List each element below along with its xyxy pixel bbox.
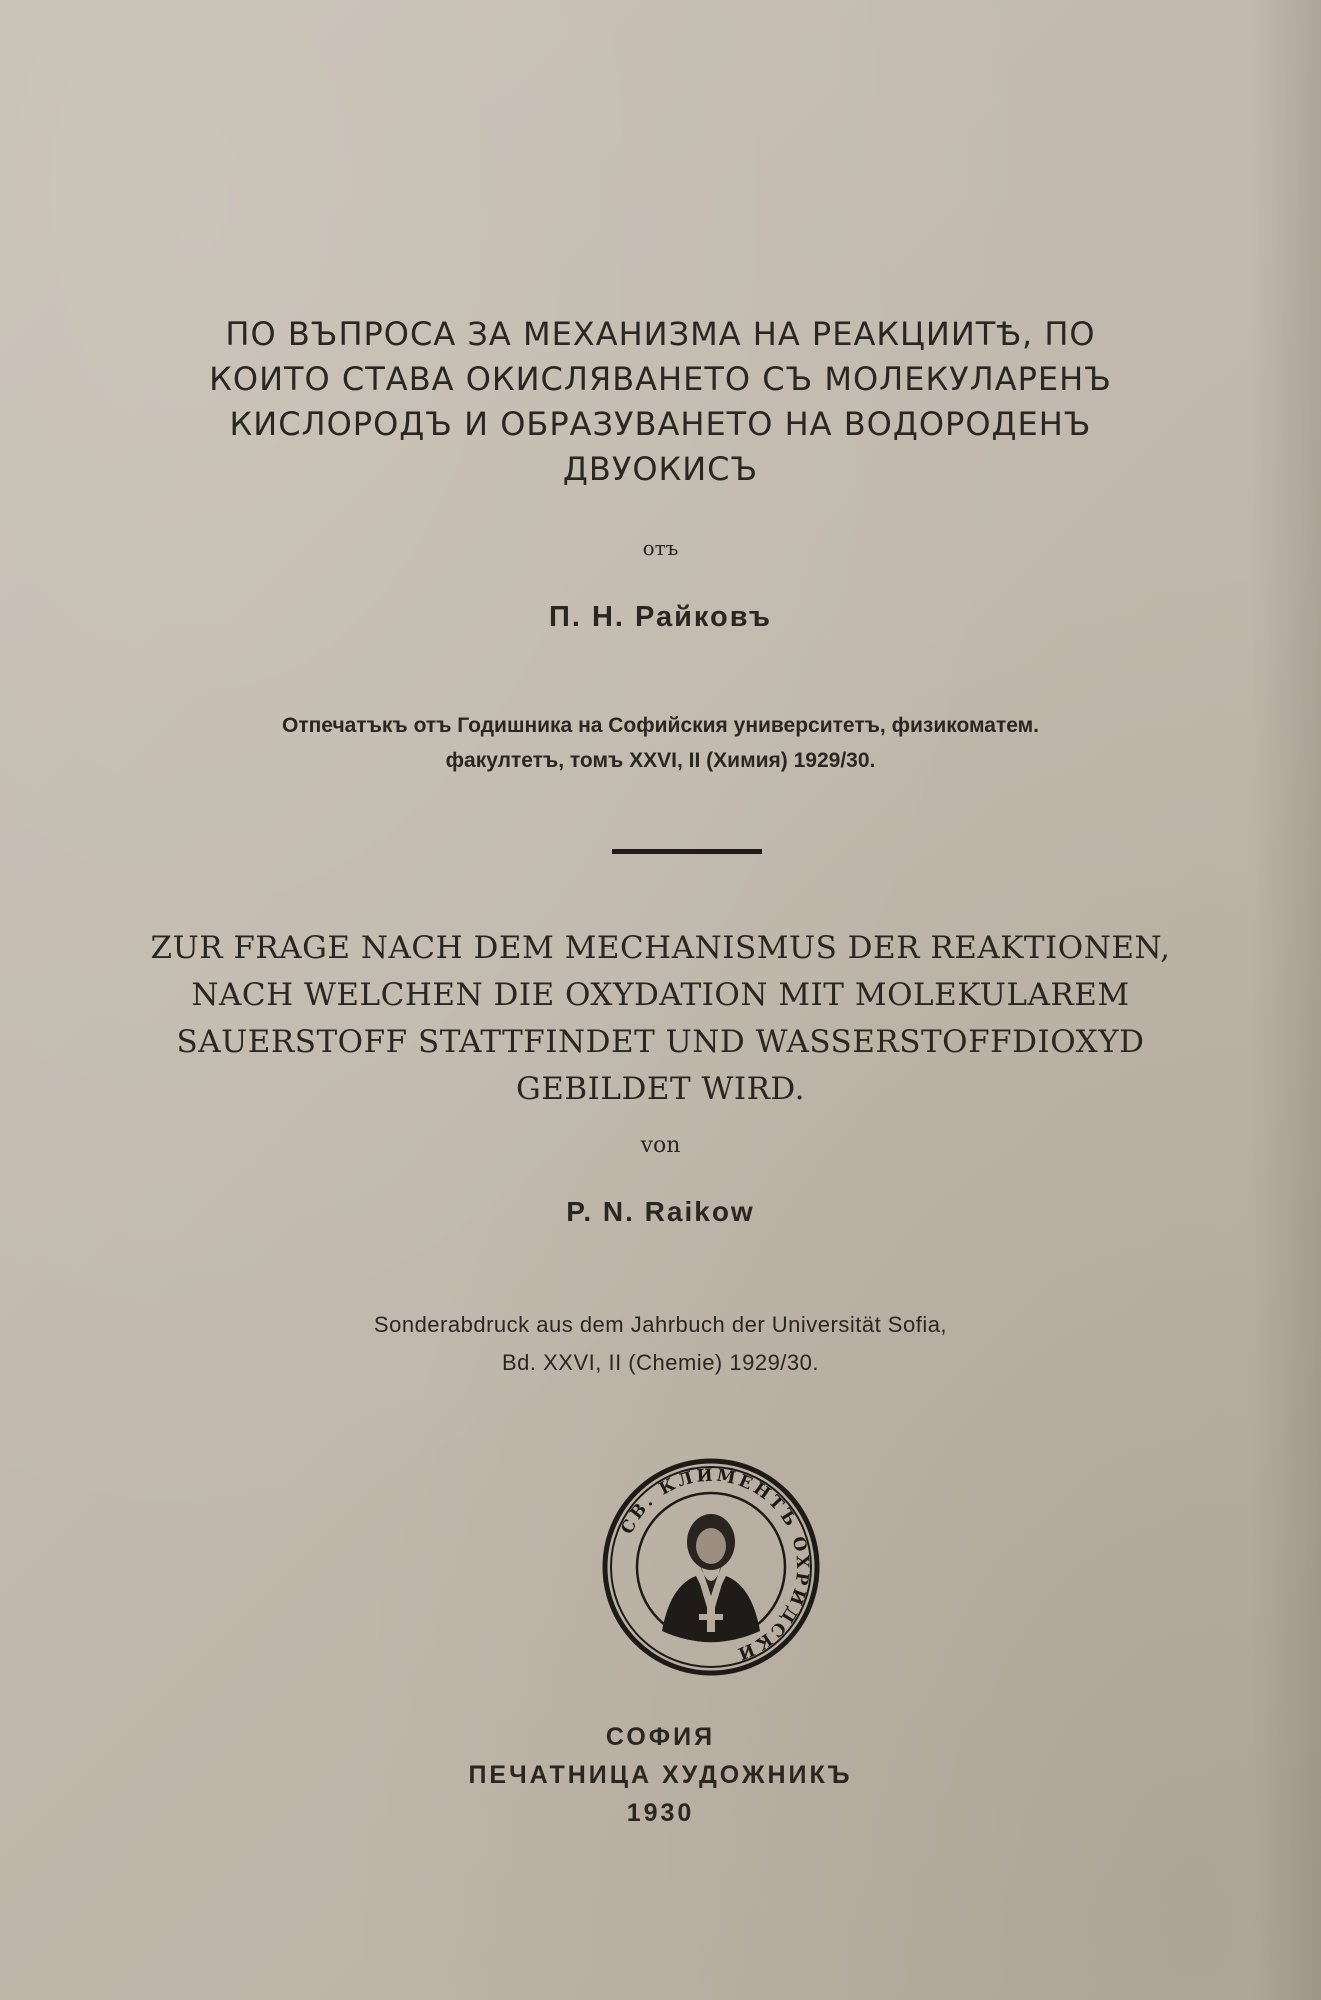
german-offprint-note bbox=[0, 1306, 1321, 1382]
bulgarian-offprint-note bbox=[0, 708, 1321, 778]
bulgarian-title-line: ПО ВЪПРОСА ЗА МЕХАНИЗМА НА РЕАКЦИИТѢ, ПО bbox=[225, 315, 1096, 353]
german-offprint-line: Bd. XXVI, II (Chemie) 1929/30. bbox=[501, 1350, 820, 1375]
imprint-year: 1930 bbox=[626, 1799, 695, 1827]
bulgarian-author: П. Н. Райковъ bbox=[548, 601, 773, 633]
german-title-line: SAUERSTOFF STATTFINDET UND WASSERSTOFFDIOXYD bbox=[176, 1024, 1145, 1060]
imprint-city: СОФИЯ bbox=[605, 1723, 716, 1751]
german-title-line: NACH WELCHEN DIE OXYDATION MIT MOLEKULAREM bbox=[191, 977, 1130, 1013]
german-title-line: ZUR FRAGE NACH DEM MECHANISMUS DER REAKTIONEN, bbox=[150, 930, 1171, 966]
german-title-line: GEBILDET WIRD. bbox=[515, 1071, 806, 1107]
seal-inscription: СВ. КЛИМЕНТЪ ОХРИДСКИ bbox=[617, 1465, 813, 1665]
bulgarian-by-label: отъ bbox=[642, 536, 679, 560]
bulgarian-title-line: КОИТО СТАВА ОКИСЛЯВАНЕТО СЪ МОЛЕКУЛАРЕНЪ bbox=[209, 360, 1112, 398]
imprint bbox=[0, 1718, 1321, 1832]
bulgarian-title-line: КИСЛОРОДЪ И ОБРАЗУВАНЕТО НА ВОДОРОДЕНЪ bbox=[229, 405, 1092, 443]
german-by-label: von bbox=[640, 1133, 681, 1158]
german-offprint-line: Sonderabdruck aus dem Jahrbuch der Universität Sofia, bbox=[373, 1312, 948, 1337]
section-divider bbox=[612, 849, 762, 854]
bulgarian-offprint-line: Отпечатъкъ отъ Годишника на Софийския университетъ, физикоматем. bbox=[281, 714, 1039, 737]
bulgarian-title-line: ДВУОКИСЪ bbox=[562, 450, 759, 488]
imprint-printer: ПЕЧАТНИЦА ХУДОЖНИКЪ bbox=[468, 1761, 853, 1789]
university-seal-icon bbox=[600, 1456, 822, 1678]
bulgarian-offprint-line: факултетъ, томъ XXVI, II (Химия) 1929/30. bbox=[445, 749, 876, 772]
german-title bbox=[0, 925, 1321, 1113]
bulgarian-title bbox=[0, 312, 1321, 492]
german-author: P. N. Raikow bbox=[566, 1196, 755, 1227]
